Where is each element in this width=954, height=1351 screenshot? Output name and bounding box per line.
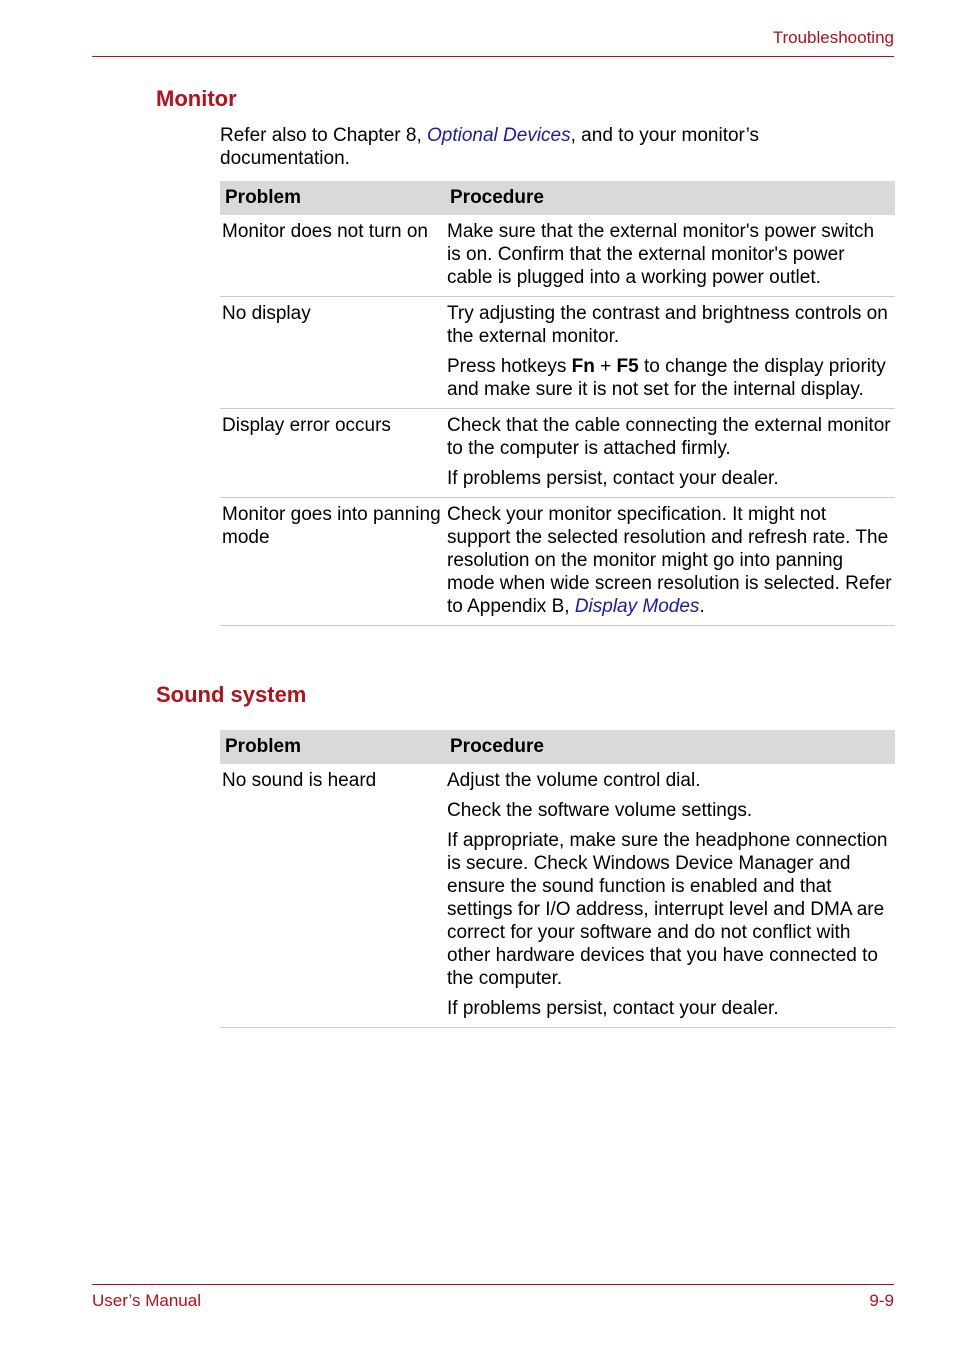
problem-cell: No display [220, 297, 445, 409]
plus-sign: + [594, 356, 617, 377]
procedure-cell [445, 764, 895, 1028]
footer-rule [92, 1284, 894, 1285]
intro-text-before: Refer also to Chapter 8, [220, 125, 427, 146]
procedure-cell [445, 498, 895, 626]
problem-cell: No sound is heard [220, 764, 445, 1028]
intro-text-after: , and to your monitor’s documentation. [220, 125, 759, 169]
procedure-step: Try adjusting the contrast and brightness controls on the external monitor. [447, 303, 888, 347]
table-header-row [220, 181, 895, 215]
footer-manual-title: User’s Manual [92, 1291, 201, 1310]
panning-text-after: . [699, 596, 705, 617]
fn-key-label: Fn [571, 356, 595, 377]
section-heading-monitor: Monitor [156, 86, 237, 111]
procedure-step: Make sure that the external monitor's power switch is on. Confirm that the external monitor's power cable is plugged into a working power outlet. [447, 221, 875, 288]
table-row [220, 409, 895, 498]
page-number: 9-9 [869, 1291, 894, 1310]
hotkey-text-after: to change the display priority and make sure it is not set for the internal display. [447, 356, 886, 400]
problem-cell: Monitor does not turn on [220, 215, 445, 297]
problem-column-header: Problem [220, 181, 445, 215]
hotkey-text-before: Press hotkeys [447, 356, 572, 377]
procedure-cell [445, 297, 895, 409]
table-row [220, 297, 895, 409]
header-rule [92, 56, 894, 57]
procedure-step: Check that the cable connecting the external monitor to the computer is attached firmly. [447, 415, 891, 459]
procedure-step: If problems persist, contact your dealer. [447, 468, 779, 489]
problem-cell: Display error occurs [220, 409, 445, 498]
optional-devices-link[interactable]: Optional Devices [427, 125, 571, 146]
procedure-step [447, 503, 893, 618]
monitor-intro [220, 124, 860, 170]
table-row [220, 215, 895, 297]
table-row [220, 498, 895, 626]
procedure-column-header: Procedure [445, 730, 895, 764]
procedure-step: Check the software volume settings. [447, 800, 753, 821]
procedure-cell [445, 409, 895, 498]
procedure-step: If appropriate, make sure the headphone connection is secure. Check Windows Device Manager and ensure the sound function is enabled and that settings for I/O address, interrupt level and DMA are correct for your software and do not conflict with other hardware devices that you have connected to the computer. [447, 830, 888, 989]
procedure-column-header: Procedure [445, 181, 895, 215]
f5-key-label: F5 [616, 356, 639, 377]
section-heading-sound-system: Sound system [156, 682, 307, 707]
sound-table [220, 730, 895, 1028]
table-row [220, 764, 895, 1028]
procedure-cell [445, 215, 895, 297]
problem-cell: Monitor goes into panning mode [220, 498, 445, 626]
running-header: Troubleshooting [772, 28, 894, 47]
procedure-step: If problems persist, contact your dealer. [447, 998, 779, 1019]
monitor-table [220, 181, 895, 626]
display-modes-link[interactable]: Display Modes [574, 596, 700, 617]
procedure-step: Adjust the volume control dial. [447, 770, 701, 791]
procedure-step-hotkey [447, 355, 893, 401]
table-header-row [220, 730, 895, 764]
panning-text-before: Check your monitor specification. It might not support the selected resolution and refresh rate. The resolution on the monitor might go into panning mode when wide screen resolution is selected. Refer to Appendix B, [447, 504, 892, 617]
problem-column-header: Problem [220, 730, 445, 764]
